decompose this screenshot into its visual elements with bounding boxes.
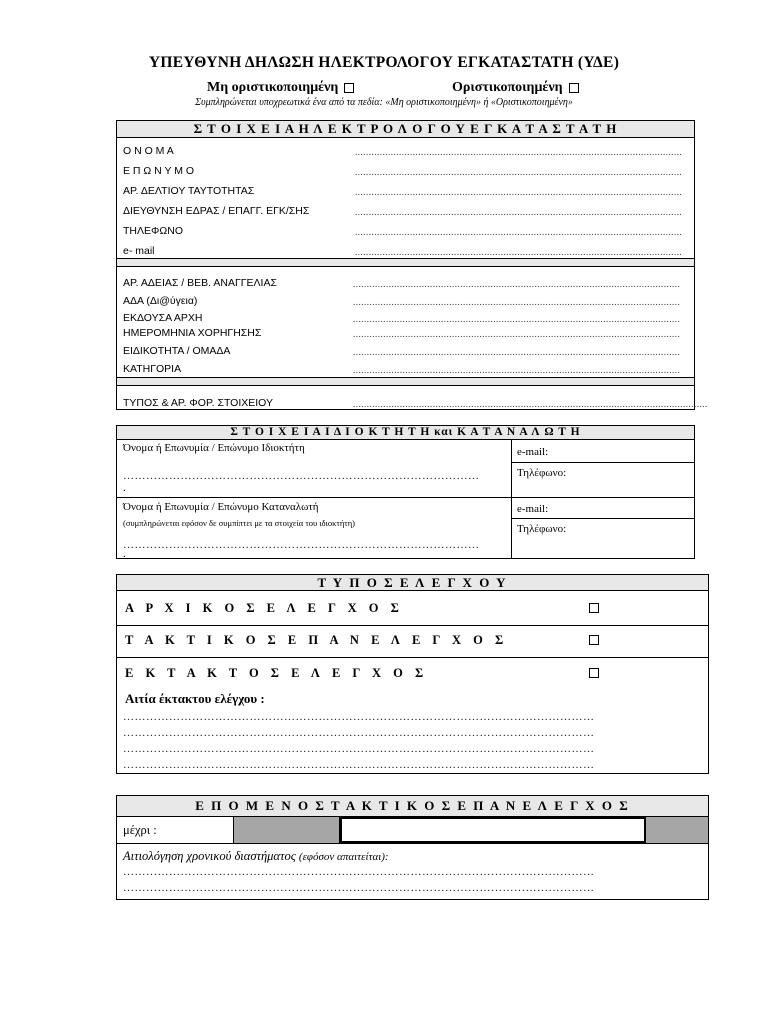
- consumer-name-input[interactable]: …………………………………………………………………………………: [123, 539, 480, 551]
- until-label: μέχρι :: [123, 823, 157, 837]
- installer-section: [116, 120, 708, 410]
- license-field-label: ΕΚΔΟΥΣΑ ΑΡΧΗ: [123, 312, 203, 324]
- reason-line[interactable]: ……………………………………………………………………………………………………………: [123, 711, 595, 723]
- owner-heading: Σ Τ Ο Ι Χ Ε Ι Α Ι Δ Ι Ο Κ Τ Η Τ Η και Κ Α Τ Α Ν Α Λ Ω Τ Η: [117, 426, 694, 440]
- next-inspection-section: [116, 795, 709, 900]
- issue-date-input[interactable]: .......................................................................................................................: [353, 329, 681, 339]
- owner-email-label: e-mail:: [517, 446, 549, 458]
- divider: [117, 497, 694, 498]
- status-final-label: Οριστικοποιημένη: [452, 80, 563, 95]
- email-input[interactable]: .......................................................................................................................: [355, 247, 683, 257]
- initial-inspection-label: Α Ρ Χ Ι Κ Ο Σ Ε Λ Ε Γ Χ Ο Σ: [125, 601, 404, 615]
- dot-mark: .: [123, 482, 126, 494]
- column-divider: [511, 440, 512, 558]
- license-number-input[interactable]: .......................................................................................................................: [353, 279, 681, 289]
- form-title: ΥΠΕΥΘΥΝΗ ΔΗΛΩΣΗ ΗΛΕΚΤΡΟΛΟΓΟΥ ΕΓΚΑΤΑΣΤΑΤΗ (ΥΔΕ): [148, 54, 620, 71]
- tax-id-label: ΤΥΠΟΣ & ΑΡ. ΦΟΡ. ΣΤΟΙΧΕΙΟΥ: [123, 397, 274, 409]
- reason-line[interactable]: ……………………………………………………………………………………………………………: [123, 759, 595, 771]
- extraordinary-inspection-label: Ε Κ Τ Α Κ Τ Ο Σ Ε Λ Ε Γ Χ Ο Σ: [125, 666, 428, 680]
- justification-line[interactable]: ……………………………………………………………………………………………………………: [123, 882, 595, 894]
- periodic-reinspection-label: Τ Α Κ Τ Ι Κ Ο Σ Ε Π Α Ν Ε Λ Ε Γ Χ Ο Σ: [125, 633, 508, 647]
- phone-input[interactable]: .......................................................................................................................: [355, 227, 683, 237]
- extraordinary-inspection-checkbox[interactable]: [589, 668, 599, 678]
- divider: [511, 518, 694, 519]
- owner-name-input[interactable]: …………………………………………………………………………………: [123, 470, 480, 482]
- address-input[interactable]: .......................................................................................................................: [355, 207, 683, 217]
- installer-field-label: ΑΡ. ΔΕΛΤΙΟΥ ΤΑΥΤΟΤΗΤΑΣ: [123, 185, 255, 197]
- status-instruction: Συμπληρώνεται υποχρεωτικά ένα από τα πεδία: «Μη οριστικοποιημένη» ή «Οριστικοποιημένη»: [195, 97, 573, 108]
- until-date-input[interactable]: [340, 817, 646, 843]
- justification-label: [123, 849, 389, 864]
- license-field-label: ΚΑΤΗΓΟΡΙΑ: [123, 363, 182, 375]
- status-non-final: [207, 80, 354, 96]
- installer-heading: Σ Τ Ο Ι Χ Ε Ι Α Η Λ Ε Κ Τ Ρ Ο Λ Ο Γ Ο Υ Ε Γ Κ Α Τ Α Σ Τ Α Τ Η: [117, 121, 694, 138]
- inspection-type-heading: Τ Υ Π Ο Σ Ε Λ Ε Γ Χ Ο Υ: [117, 575, 708, 591]
- dot-mark: .: [123, 548, 126, 560]
- name-input[interactable]: .......................................................................................................................: [355, 147, 683, 157]
- owner-section: [116, 425, 695, 559]
- next-inspection-heading: Ε Π Ο Μ Ε Ν Ο Σ Τ Α Κ Τ Ι Κ Ο Σ Ε Π Α Ν Ε Λ Ε Γ Χ Ο Σ: [117, 796, 708, 817]
- category-input[interactable]: .......................................................................................................................: [353, 365, 681, 375]
- installer-field-label: ΔΙΕΥΘΥΝΣΗ ΕΔΡΑΣ / ΕΠΑΓΓ. ΕΓΚ/ΣΗΣ: [123, 205, 310, 217]
- installer-field-label: ΤΗΛΕΦΩΝΟ: [123, 225, 183, 237]
- installer-field-label: Ε Π Ω Ν Υ Μ Ο: [123, 165, 195, 177]
- tax-id-input[interactable]: .................................................................................................................................: [353, 399, 708, 409]
- justification-line[interactable]: ……………………………………………………………………………………………………………: [123, 866, 595, 878]
- divider: [117, 625, 708, 626]
- justification-note: (εφόσον απαιτείται):: [298, 851, 389, 863]
- divider: [511, 462, 694, 463]
- status-final: [452, 80, 579, 96]
- reason-line[interactable]: ……………………………………………………………………………………………………………: [123, 743, 595, 755]
- justification-title: Αιτιολόγηση χρονικού διαστήματος: [123, 849, 296, 863]
- divider: [117, 657, 708, 658]
- license-field-label: ΗΜΕΡΟΜΗΝΙΑ ΧΟΡΗΓΗΣΗΣ: [123, 327, 262, 339]
- section-separator: [117, 258, 694, 267]
- owner-phone-label: Τηλέφωνο:: [517, 467, 567, 479]
- license-field-label: ΑΔΑ (Δι@ύγεια): [123, 295, 198, 307]
- periodic-reinspection-checkbox[interactable]: [589, 635, 599, 645]
- consumer-note: (συμπληρώνεται εφόσον δε συμπίπτει με τα στοιχεία του ιδιοκτήτη): [123, 518, 355, 528]
- status-non-final-label: Μη οριστικοποιημένη: [207, 80, 339, 95]
- installer-field-label: e- mail: [123, 245, 155, 257]
- owner-name-label: Όνομα ή Επωνυμία / Επώνυμο Ιδιοκτήτη: [123, 442, 305, 454]
- ada-input[interactable]: .......................................................................................................................: [353, 297, 681, 307]
- reason-line[interactable]: ……………………………………………………………………………………………………………: [123, 727, 595, 739]
- initial-inspection-checkbox[interactable]: [589, 603, 599, 613]
- divider: [117, 843, 708, 844]
- consumer-name-label: Όνομα ή Επωνυμία / Επώνυμο Καταναλωτή: [123, 501, 319, 513]
- id-card-input[interactable]: .......................................................................................................................: [355, 187, 683, 197]
- consumer-email-label: e-mail:: [517, 503, 549, 515]
- consumer-phone-label: Τηλέφωνο:: [517, 523, 567, 535]
- license-field-label: ΕΙΔΙΚΟΤΗΤΑ / ΟΜΑΔΑ: [123, 345, 231, 357]
- issuing-authority-input[interactable]: .......................................................................................................................: [353, 314, 681, 324]
- shaded-cell: [233, 817, 340, 843]
- extraordinary-reason-label: Αιτία έκτακτου ελέγχου :: [125, 691, 265, 706]
- inspection-type-section: [116, 574, 709, 774]
- section-separator: [117, 377, 694, 386]
- specialty-input[interactable]: .......................................................................................................................: [353, 347, 681, 357]
- installer-field-label: Ο Ν Ο Μ Α: [123, 145, 174, 157]
- shaded-cell: [646, 817, 708, 843]
- final-checkbox[interactable]: [569, 83, 579, 93]
- license-field-label: ΑΡ. ΑΔΕΙΑΣ / ΒΕΒ. ΑΝΑΓΓΕΛΙΑΣ: [123, 277, 277, 289]
- surname-input[interactable]: .......................................................................................................................: [355, 167, 683, 177]
- non-final-checkbox[interactable]: [344, 83, 354, 93]
